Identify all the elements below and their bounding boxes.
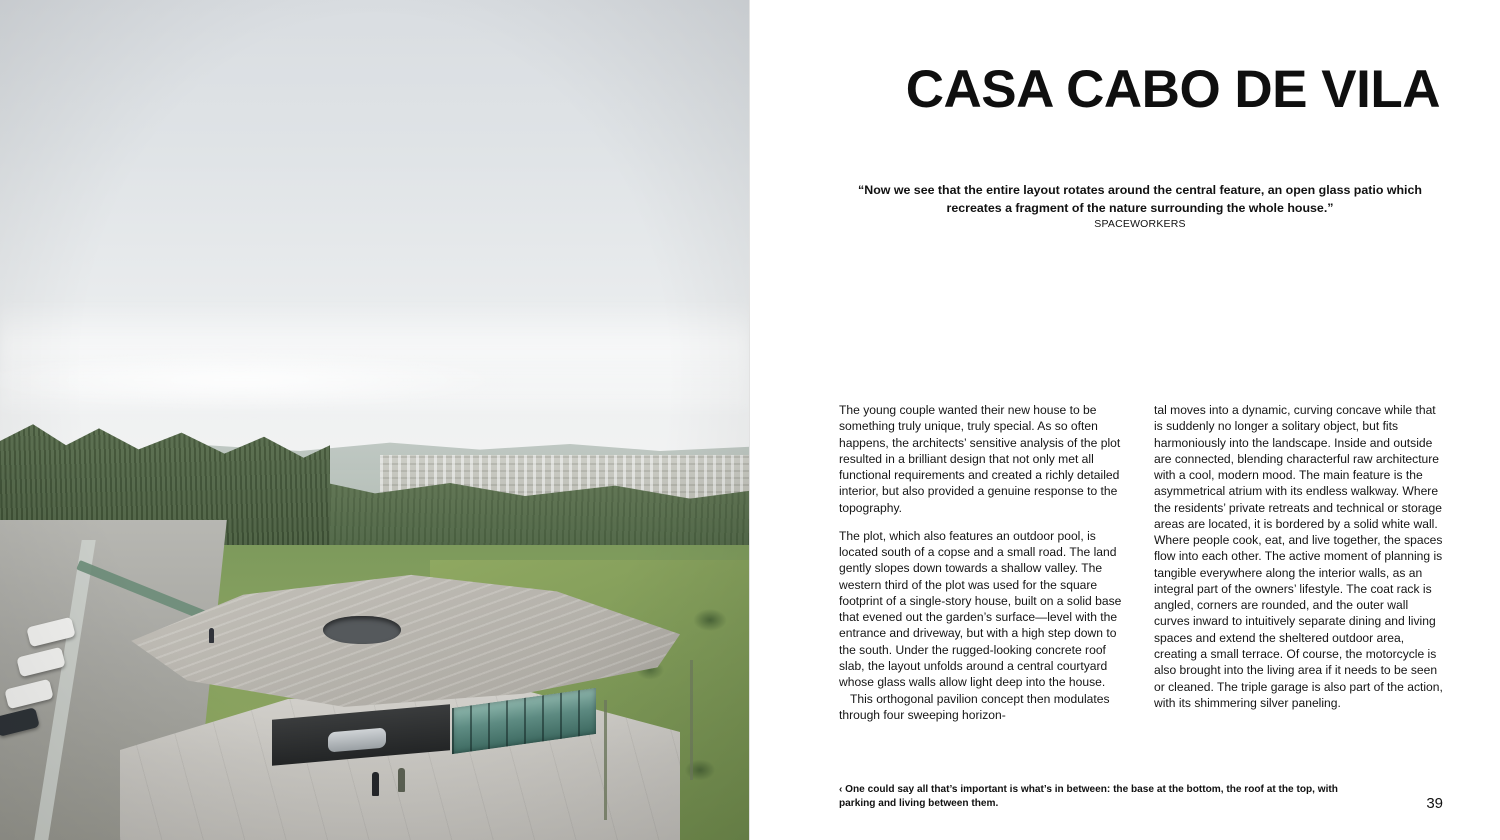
paragraph: The plot, which also features an outdoor pool, is located south of a copse and a small road. The land gently slopes down towards a shallow valley. The western third of the plot was used for the square footprint of a single-story house, built on a solid base that evened out the garden’s surface—level with the entrance and driveway, but with a high step down to the south. Under the rugged-looking concrete roof slab, the layout unfolds around a central courtyard whose glass walls allow light deep into the house. (839, 528, 1122, 690)
central-patio-opening (323, 616, 401, 644)
young-tree (604, 700, 607, 820)
page-number: 39 (1426, 795, 1443, 812)
paragraph: This orthogonal pavilion concept then modulates through four sweeping horizon- (839, 691, 1110, 722)
pull-quote: “Now we see that the entire layout rotates around the central feature, an open glass patio which recreates a fragment of the nature surrounding the whole house.” (858, 183, 1422, 215)
body-columns (839, 402, 1443, 770)
paragraph: tal moves into a dynamic, curving concave while that is suddenly no longer a solitary object, but fits harmoniously into the landscape. Inside and outside are connected, blending characterful raw architecture with a cool, modern mood. The main feature is the asymmetrical atrium with its endless walkway. Where the residents’ private retreats and technical or storage areas are located, it is bordered by a solid white wall. Where people cook, eat, and live together, the spaces flow into each other. The active moment of planning is tangible everywhere along the interior walls, as an integral part of the owners’ lifestyle. The coat rack is angled, corners are rounded, and the outer wall curves inward to intuitively separate dining and living spaces and extend the sheltered outdoor area, creating a small terrace. Of course, the motorcycle is also brought into the living area if it needs to be seen or cleaned. The triple garage is also part of the action, with its shimmering silver paneling. (1154, 403, 1443, 710)
page-title: CASA CABO DE VILA (905, 60, 1440, 119)
person (398, 768, 405, 792)
pull-quote-source: SPACEWORKERS (1094, 218, 1186, 230)
right-page-text (750, 0, 1500, 840)
body-column-left (839, 402, 1128, 770)
person-distant (209, 628, 214, 643)
cloud-band-secondary (0, 350, 520, 410)
paragraph: The young couple wanted their new house to be something truly unique, truly special. As so often happens, the architects’ sensitive analysis of the plot resulted in a brilliant design that not only met all functional requirements and created a richly detailed interior, but also provided a genuine response to the topography. (839, 403, 1121, 515)
photo-caption: ‹ One could say all that’s important is what’s in between: the base at the bottom, the roof at the top, with parking and living between them. (839, 784, 1338, 809)
person (372, 772, 379, 796)
body-column-right (1154, 402, 1443, 770)
young-tree (690, 660, 693, 780)
